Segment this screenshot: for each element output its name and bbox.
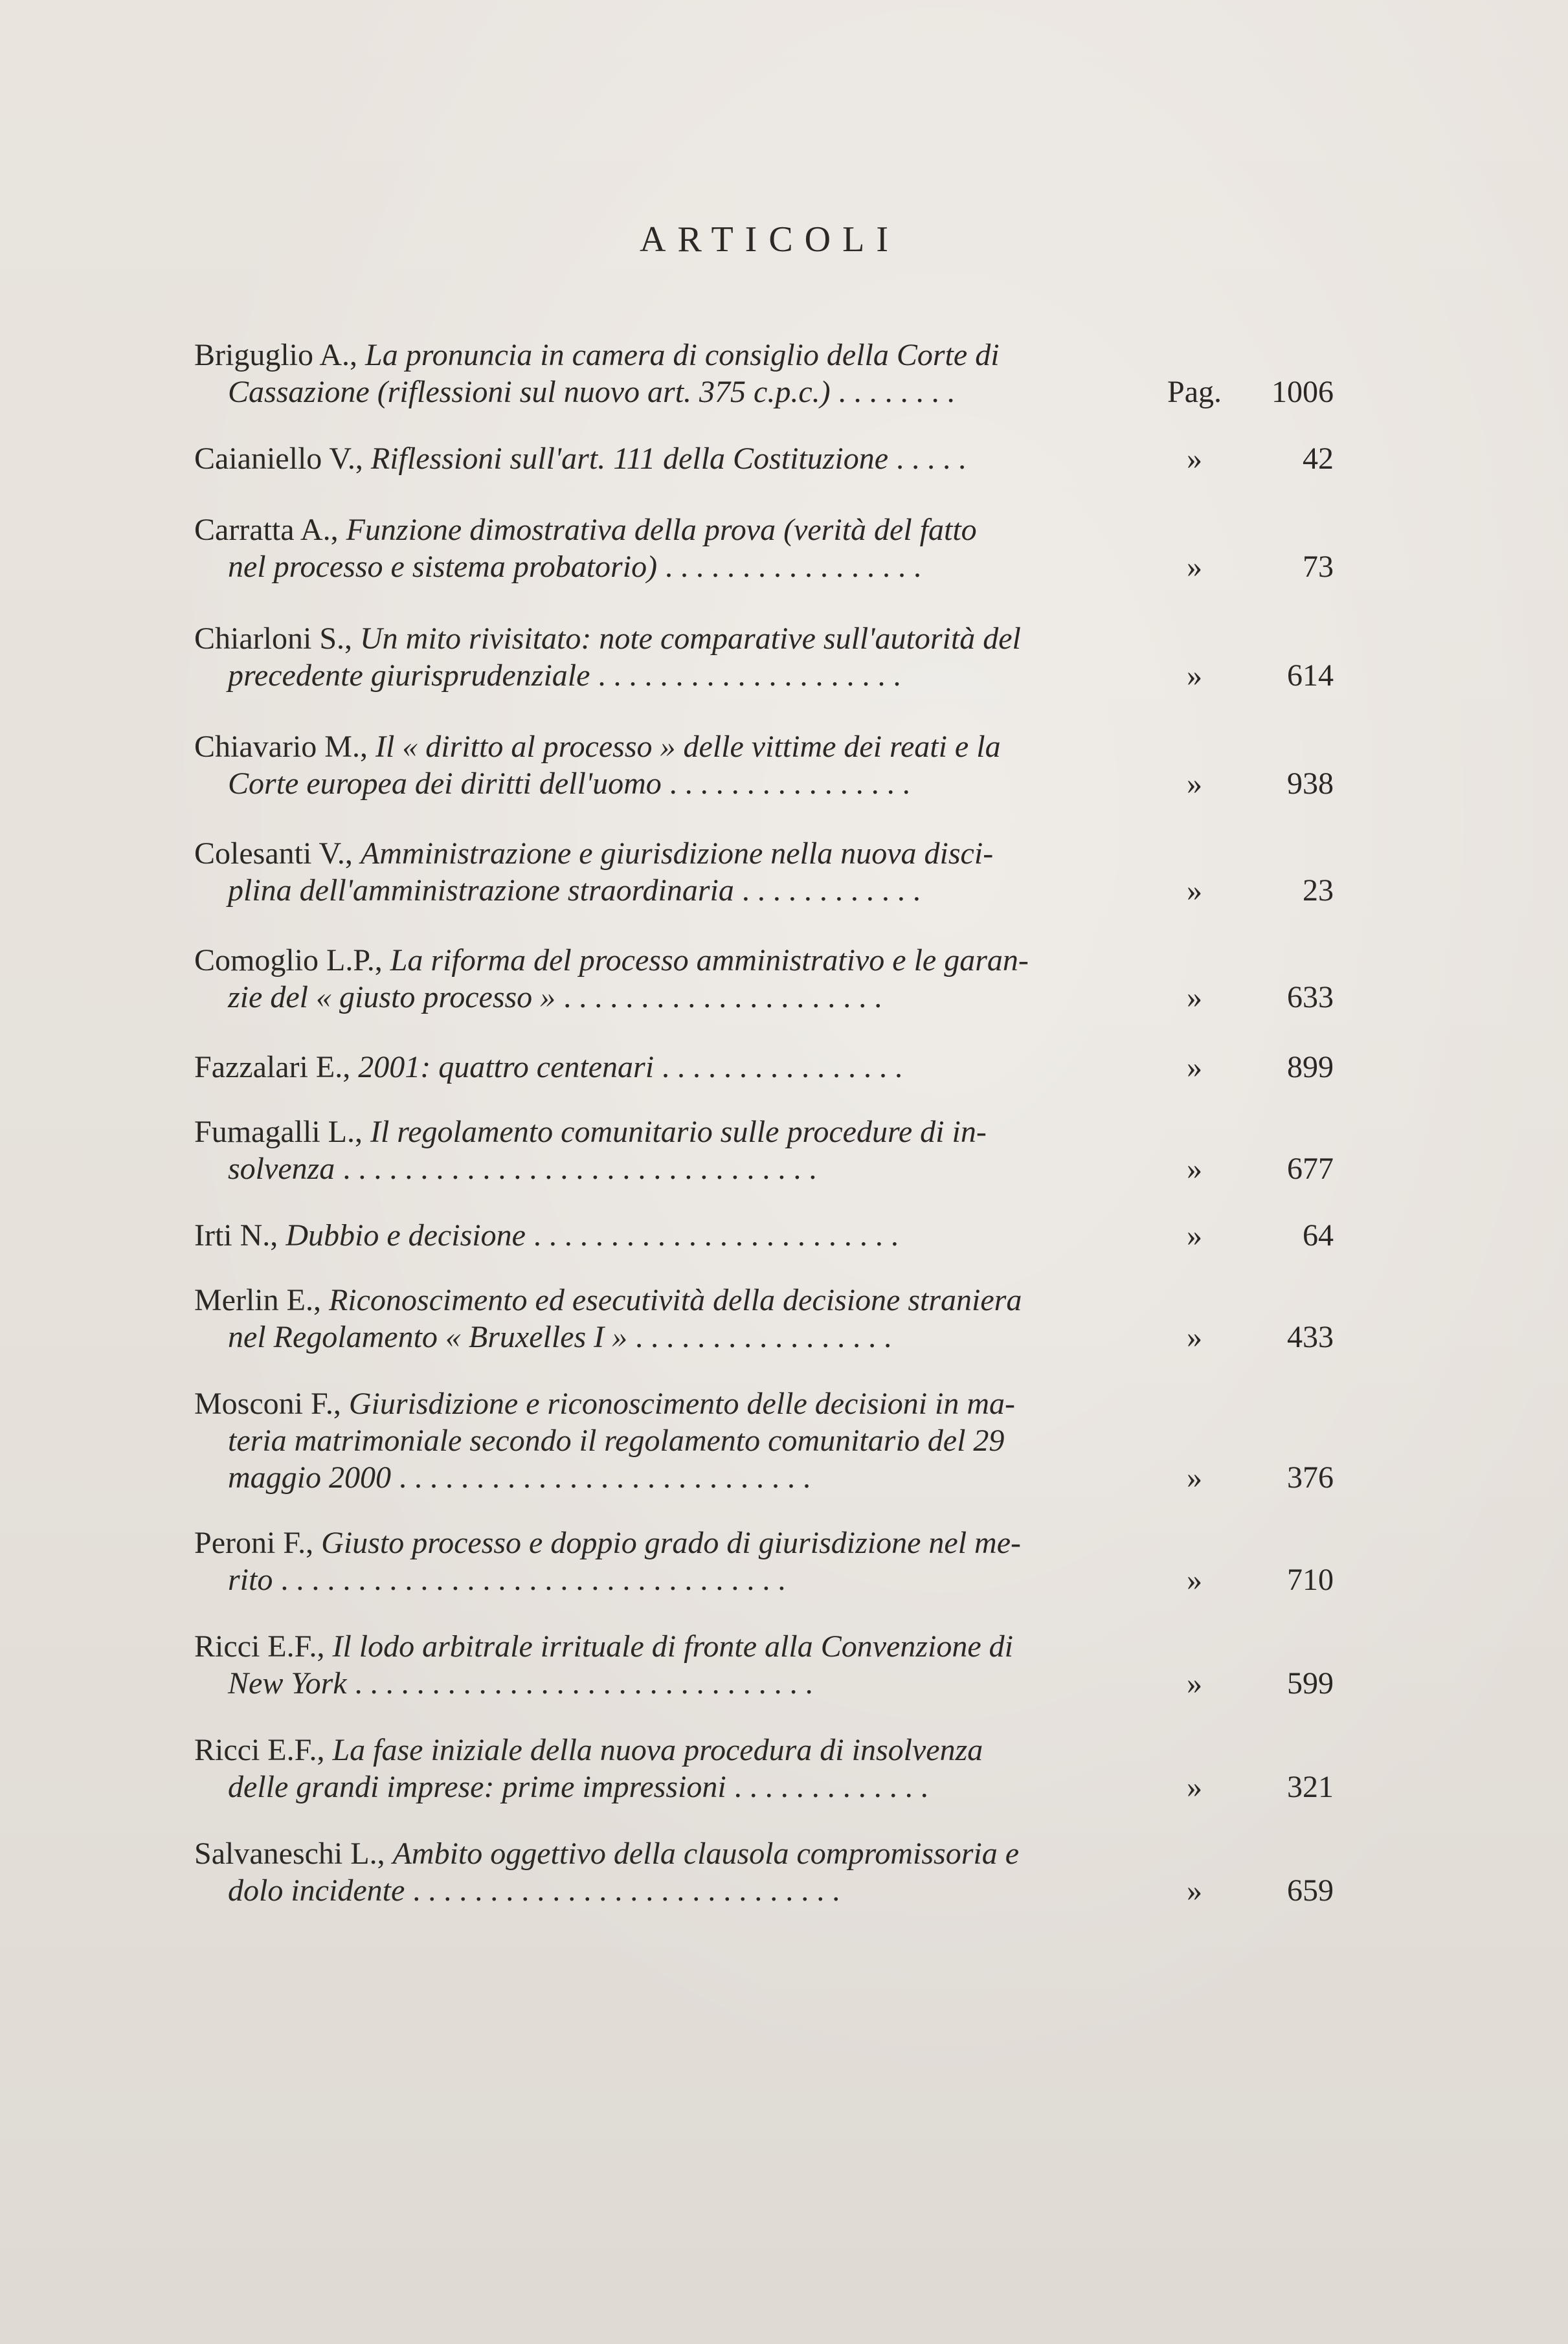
toc-entry-text [194,1113,1133,1187]
toc-entry-text [194,1524,1133,1598]
article-title-continued: precedente giurisprudenziale [228,658,590,693]
page-number: 633 [1287,980,1334,1014]
page-reference [1146,1872,1334,1909]
dot-leader: . . . . . . . . . . . . . . . . . . . . . . . . . . . . . . [346,1666,813,1701]
page-number: 1006 [1271,375,1334,409]
author-name: Colesanti V., [194,836,353,871]
toc-entry-text [194,1049,1133,1086]
article-title-continued: maggio 2000 [228,1460,391,1495]
toc-entry-line [194,1835,1133,1872]
toc-entry-text [194,942,1133,1016]
article-title-continued: New York [228,1666,347,1701]
page-number: 614 [1287,658,1334,693]
toc-entry-text [194,1385,1133,1496]
page-reference [1146,1217,1334,1254]
article-title: La riforma del processo amministrativo e le garan- [390,943,1029,977]
page-prefix: » [1187,550,1202,584]
toc-entry [194,337,1334,410]
dot-leader: . . . . . . . . . . . . [734,873,921,908]
toc-entry-line [194,1319,1133,1356]
page-prefix: » [1187,658,1202,693]
toc-entry-line [194,1769,1133,1805]
page-number: 376 [1287,1460,1334,1495]
page-reference [1146,1319,1334,1356]
dot-leader: . . . . . . . . . . . . . . . . [661,766,910,801]
toc-entry-text [194,728,1133,802]
page-reference [1146,1561,1334,1598]
dot-leader: . . . . . . . . . . . . . . . . . . . . . . . . . . . . [405,1873,840,1908]
dot-leader: . . . . . . . . . . . . . . . . . . . . . . . . . . . [391,1460,811,1495]
page-reference [1146,1150,1334,1187]
page-reference [1146,1769,1334,1805]
toc-entry-line [194,1422,1133,1459]
article-title: Dubbio e decisione [286,1218,526,1253]
dot-leader: . . . . . . . . . . . . . . . . . . . . [590,658,901,693]
author-name: Irti N., [194,1218,278,1253]
author-name: Fumagalli L., [194,1115,363,1149]
toc-entry-line [194,835,1133,872]
toc-entry-line [194,1217,1133,1254]
page-prefix: » [1187,873,1202,908]
toc-entry-line [194,1385,1133,1422]
page-prefix: » [1187,1050,1202,1084]
toc-entry-text [194,1282,1133,1356]
toc-entry-text [194,835,1133,909]
article-title-continued: nel processo e sistema probatorio) [228,550,658,584]
article-title: Giurisdizione e riconoscimento delle decisioni in ma- [348,1387,1016,1421]
article-title-continued: solvenza [228,1152,335,1186]
toc-entry-line [194,548,1133,585]
article-title-continued: teria matrimoniale secondo il regolamento comunitario del 29 [228,1423,1005,1458]
article-title-continued: Corte europea dei diritti dell'uomo [228,766,662,801]
article-title-continued: nel Regolamento « Bruxelles I » [228,1320,628,1354]
article-title: Riflessioni sull'art. 111 della Costituzione [370,441,889,476]
dot-leader: . . . . . . . . . . . . . . . . . [657,550,922,584]
author-name: Peroni F., [194,1526,314,1560]
toc-entry-line [194,620,1133,657]
toc-entry-text [194,440,1133,477]
toc-entry-line [194,1524,1133,1561]
toc-entry-text [194,337,1133,410]
toc-entry-text [194,1217,1133,1254]
section-heading: ARTICOLI [640,219,900,260]
toc-entry-line [194,1561,1133,1598]
article-title-continued: zie del « giusto processo » [228,980,556,1014]
toc-entry-line [194,942,1133,979]
toc-entry-line [194,1872,1133,1909]
page-reference [1146,374,1334,410]
article-title: Funzione dimostrativa della prova (verità del fatto [346,513,977,547]
toc-entry-line [194,511,1133,548]
toc-entry [194,1113,1334,1187]
dot-leader: . . . . . . . . . . . . . . . . [654,1050,903,1084]
page-reference [1146,765,1334,802]
toc-entry [194,1282,1334,1356]
dot-leader: . . . . . . . . . . . . . . . . . . . . . . . . . . . . . . . [335,1152,817,1186]
article-title: Il « diritto al processo » delle vittime dei reati e la [375,730,1001,764]
article-title: Il lodo arbitrale irrituale di fronte alla Convenzione di [332,1629,1013,1664]
toc-entry-line [194,1113,1133,1150]
page-reference [1146,548,1334,585]
toc-entry-line [194,1282,1133,1319]
toc-entry-line [194,1459,1133,1496]
author-name: Briguglio A., [194,338,358,372]
page-reference [1146,1049,1334,1086]
toc-entry [194,620,1334,694]
article-title: Il regolamento comunitario sulle procedure di in- [370,1115,987,1149]
toc-entry-line [194,374,1133,410]
dot-leader: . . . . . . . . . . . . . . . . . . . . . [555,980,882,1014]
author-name: Carratta A., [194,513,339,547]
page-reference [1146,979,1334,1016]
article-title-continued: rito [228,1563,273,1597]
toc-entry-line [194,1150,1133,1187]
author-name: Merlin E., [194,1283,321,1317]
page-reference [1146,657,1334,694]
article-title: Giusto processo e doppio grado di giurisdizione nel me- [321,1526,1021,1560]
article-title-continued: Cassazione (riflessioni sul nuovo art. 375 c.p.c.) [228,375,831,409]
page-reference [1146,440,1334,477]
author-name: Fazzalari E., [194,1050,351,1084]
page-number: 23 [1303,873,1334,908]
toc-entry [194,511,1334,585]
toc-entry-line [194,337,1133,374]
page-number: 73 [1303,550,1334,584]
page-prefix: » [1187,1873,1202,1908]
toc-entry-line [194,1628,1133,1665]
article-title-continued: plina dell'amministrazione straordinaria [228,873,734,908]
author-name: Mosconi F., [194,1387,341,1421]
toc-entry-text [194,1835,1133,1909]
author-name: Chiarloni S., [194,621,353,656]
toc-entry [194,942,1334,1016]
article-title-continued: dolo incidente [228,1873,405,1908]
page-prefix: » [1187,980,1202,1014]
page-number: 321 [1287,1770,1334,1804]
article-title: Amministrazione e giurisdizione nella nuova disci- [360,836,994,871]
page-prefix: » [1187,1218,1202,1253]
toc-entry [194,1732,1334,1805]
page-prefix: » [1187,441,1202,476]
toc-entry-line [194,728,1133,765]
toc-entry-line [194,1049,1133,1086]
article-title: Ambito oggettivo della clausola compromissoria e [392,1836,1020,1871]
toc-entry-line [194,440,1133,477]
toc-entry [194,1385,1334,1496]
toc-entry [194,1049,1334,1086]
toc-entry [194,1835,1334,1909]
toc-entry [194,728,1334,802]
article-title-continued: delle grandi imprese: prime impressioni [228,1770,726,1804]
page-prefix: » [1187,1666,1202,1701]
author-name: Caianiello V., [194,441,363,476]
toc-entry-line [194,872,1133,909]
article-title: La pronuncia in camera di consiglio della Corte di [365,338,1000,372]
toc-entry-line [194,657,1133,694]
toc-entry-text [194,511,1133,585]
dot-leader: . . . . . [888,441,967,476]
page-prefix: » [1187,1152,1202,1186]
page-number: 433 [1287,1320,1334,1354]
dot-leader: . . . . . . . . . . . . . [726,1770,928,1804]
toc-entry-line [194,765,1133,802]
page-prefix: » [1187,1460,1202,1495]
toc-entry-line [194,1732,1133,1769]
page-number: 599 [1287,1666,1334,1701]
toc-entry [194,835,1334,909]
author-name: Salvaneschi L., [194,1836,385,1871]
page-number: 710 [1287,1563,1334,1597]
toc-entry [194,1628,1334,1702]
dot-leader: . . . . . . . . [830,375,955,409]
page-prefix: » [1187,1320,1202,1354]
toc-entry [194,1217,1334,1254]
page-number: 64 [1303,1218,1334,1253]
page-reference [1146,872,1334,909]
toc-entry-text [194,620,1133,694]
page-number: 659 [1287,1873,1334,1908]
page-number: 899 [1287,1050,1334,1084]
toc-entry-line [194,979,1133,1016]
toc-entry-line [194,1665,1133,1702]
article-title: Riconoscimento ed esecutività della decisione straniera [328,1283,1022,1317]
toc-entry-text [194,1628,1133,1702]
page-prefix: » [1187,1770,1202,1804]
toc-entry [194,440,1334,477]
page-reference [1146,1665,1334,1702]
author-name: Ricci E.F., [194,1629,325,1664]
page-reference [1146,1459,1334,1496]
dot-leader: . . . . . . . . . . . . . . . . . . . . . . . . [525,1218,899,1253]
author-name: Chiavario M., [194,730,368,764]
page-prefix: Pag. [1167,375,1222,409]
dot-leader: . . . . . . . . . . . . . . . . . . . . . . . . . . . . . . . . . [273,1563,786,1597]
toc-entry-text [194,1732,1133,1805]
author-name: Ricci E.F., [194,1733,325,1767]
page-prefix: » [1187,1563,1202,1597]
page-number: 938 [1287,766,1334,801]
page-number: 677 [1287,1152,1334,1186]
article-title: La fase iniziale della nuova procedura di insolvenza [332,1733,983,1767]
toc-entry [194,1524,1334,1598]
article-title: 2001: quattro centenari [358,1050,655,1084]
author-name: Comoglio L.P., [194,943,383,977]
dot-leader: . . . . . . . . . . . . . . . . . [627,1320,892,1354]
article-title: Un mito rivisitato: note comparative sull'autorità del [360,621,1021,656]
page-number: 42 [1303,441,1334,476]
page-prefix: » [1187,766,1202,801]
